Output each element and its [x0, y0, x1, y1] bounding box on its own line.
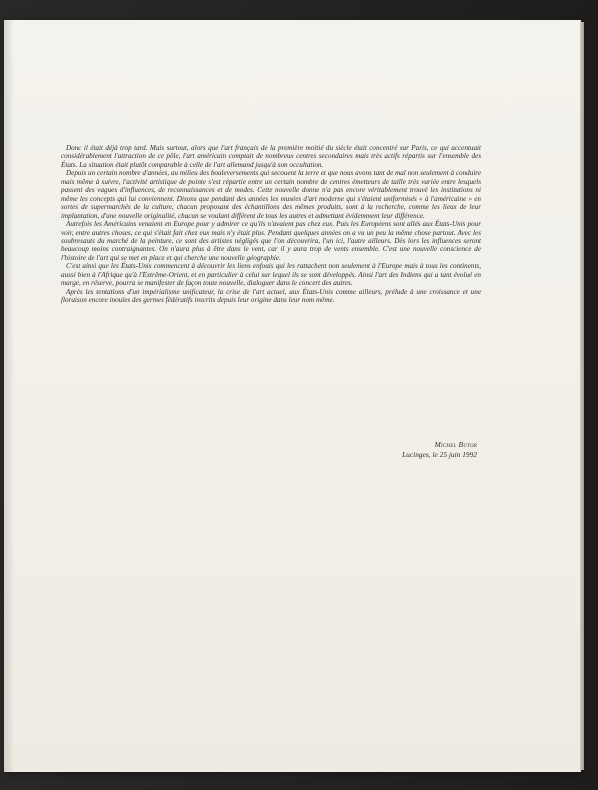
place-date: Lucinges, le 25 juin 1992: [402, 450, 477, 459]
signature-block: [304, 440, 477, 460]
body-text: [61, 144, 481, 305]
paragraph-5: Après les tentations d'un impérialisme unificateur, la crise de l'art actuel, aux États-Unis comme ailleurs, prélude à une croissance et une floraison encore inouïes des germes fédératifs inscrits depuis leur origine dans leur nom même.: [61, 287, 481, 305]
paragraph-3: Autrefois les Américains venaient en Europe pour y admirer ce qu'ils n'avaient pas chez eux. Puis les Européens sont allés aux États-Unis pour voir, entre autres choses, ce qui s'était fait chez eux mais n'y était plus. Pendant quelques années on a vu un peu la même chose partout. Avec les soubresauts du marché de la peinture, ce sont des artistes négligés que l'on découvrira, l'un ici, l'autre ailleurs. Dès lors les influences seront beaucoup moins contraignantes. On n'aura plus à être dans le vent, car il y aura trop de vents ensemble. C'est une nouvelle conscience de l'histoire de l'art qui se met en place et qui cherche une nouvelle géographie.: [61, 220, 481, 262]
page-edge: [580, 22, 584, 770]
book-page: [4, 20, 580, 772]
paragraph-1: Donc il était déjà trop tard. Mais surtout, alors que l'art français de la première moitié du siècle était concentré sur Paris, ce qui accentuait considérablement l'attraction de ce pôle, l'art américain comptait de nombreux centres secondaires mais très actifs répartis sur l'ensemble des États. La situation était plutôt comparable à celle de l'art allemand jusqu'à son occultation.: [61, 144, 481, 169]
paragraph-2: Depuis un certain nombre d'années, au milieu des bouleversements qui secouent la terre et que nous avons tant de mal non seulement à conduire mais même à suivre, l'activité artistique de pointe s'est répartie entre un certain nombre de centres émetteurs de taille très variée entre lesquels passent des vagues d'influences, de reconnaissances et de modes. Cette nouvelle donne n'a pas encore véritablement trouvé les institutions ni même les concepts qui lui conviennent. Disons que pendant des années les musées d'art moderne qui s'étaient uniformisés « à l'américaine » en sortes de supermarchés de la culture, chacun proposant des échantillons des mêmes produits, sont à la recherche, comme les lieux de leur implantation, d'une nouvelle originalité, chacun se voulant différent de tous les autres et admettant évidemment leur différence.: [61, 169, 481, 220]
author-name: Michel Butor: [434, 440, 477, 449]
binding-shadow: [4, 20, 14, 772]
paragraph-4: C'est ainsi que les États-Unis commencent à découvrir les liens enfouis qui les rattachent non seulement à l'Europe mais à tous les continents, aussi bien à l'Afrique qu'à l'Extrême-Orient, et en particulier à celui sur lequel ils se sont développés. Ainsi l'art des Indiens qui a tant évolué en marge, en réserve, pourra se manifester de façon toute nouvelle, dialoguer dans le concert des autres.: [61, 262, 481, 288]
